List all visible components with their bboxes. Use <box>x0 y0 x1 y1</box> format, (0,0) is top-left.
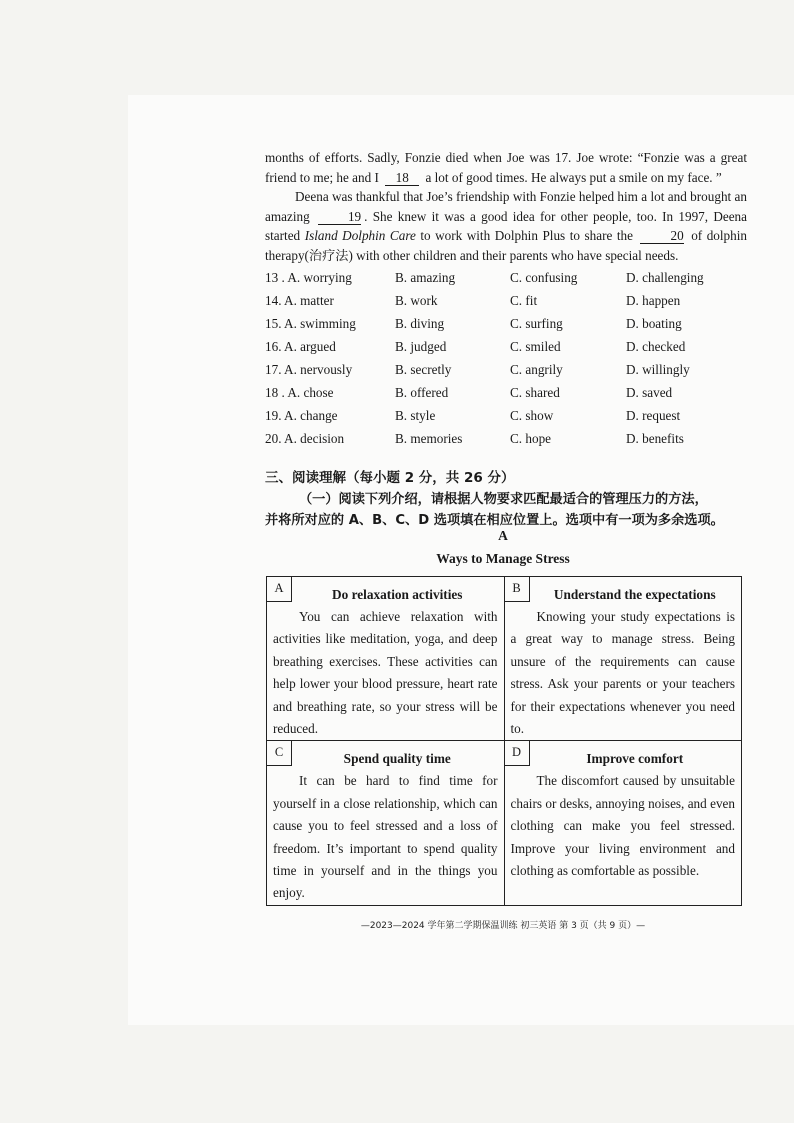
option-letter-box: A <box>267 577 292 602</box>
instruction-line-1: （一）阅读下列介绍，请根据人物要求匹配最适合的管理压力的方法， <box>299 492 708 507</box>
option-b: B. memories <box>395 431 463 447</box>
option-row <box>265 428 747 451</box>
option-b: B. amazing <box>395 270 456 286</box>
option-row <box>265 336 747 359</box>
cloze-blank-19: 19 <box>318 210 361 225</box>
option-d: D. boating <box>626 316 682 332</box>
method-title: Spend quality time <box>343 751 451 767</box>
cloze-text: to work with Dolphin Plus to share the <box>420 228 633 244</box>
option-d: D. benefits <box>626 431 684 447</box>
option-row <box>265 267 747 290</box>
cloze-passage <box>265 148 747 451</box>
option-letter-box: B <box>505 577 530 602</box>
table-row <box>267 741 742 905</box>
cloze-text: Deena was thankful that Joe’s friendship with Fonzie helped him a lot and brought an amazing <box>265 189 747 224</box>
cloze-text: . She knew it was a good idea for other people, too. In 1997, Deena started <box>265 208 748 244</box>
passage-letter: A <box>498 528 508 543</box>
organization-name: Island Dolphin Care <box>304 228 416 244</box>
method-body: The discomfort caused by unsuitable chairs or desks, annoying noises, and even clothing can make you feel stressed. Improve your living environment and clothing as comfortable as possible. <box>510 773 735 879</box>
option-d: D. happen <box>626 293 681 309</box>
option-b: B. offered <box>395 385 449 401</box>
method-cell-a <box>267 577 505 741</box>
option-c: C. surfing <box>510 316 563 332</box>
option-a: 20. A. decision <box>265 431 345 447</box>
cloze-text: of dolphin therapy(治疗法) with other children and their parents who have special needs. <box>265 228 748 263</box>
option-row <box>265 405 747 428</box>
option-a: 14. A. matter <box>265 293 334 309</box>
cloze-blank-20: 20 <box>640 229 683 244</box>
option-a: 16. A. argued <box>265 339 336 355</box>
option-b: B. diving <box>395 316 445 332</box>
option-c: C. show <box>510 408 554 424</box>
option-b: B. work <box>395 293 438 309</box>
option-a: 15. A. swimming <box>265 316 356 332</box>
option-row <box>265 382 747 405</box>
table-row <box>267 577 742 741</box>
option-c: C. angrily <box>510 362 563 378</box>
instructions <box>265 489 760 531</box>
option-letter-box: C <box>267 741 292 766</box>
option-b: B. judged <box>395 339 447 355</box>
option-d: D. willingly <box>626 362 690 378</box>
cloze-paragraph-2 <box>265 187 747 265</box>
option-row <box>265 359 747 382</box>
cloze-options <box>265 267 747 451</box>
section-title: 三、阅读理解（每小题 2 分，共 26 分） <box>265 470 515 486</box>
option-c: C. fit <box>510 293 538 309</box>
option-a: 19. A. change <box>265 408 338 424</box>
option-row <box>265 290 747 313</box>
method-body: It can be hard to find time for yourself in a close relationship, which can cause you to feel stressed and a loss of freedom. It’s important to spend quality time in yourself and in the things you enjoy. <box>273 773 498 901</box>
cloze-blank-18: 18 <box>385 171 419 186</box>
method-cell-b <box>504 577 742 741</box>
method-title: Understand the expectations <box>553 587 716 602</box>
option-d: D. checked <box>626 339 686 355</box>
option-c: C. hope <box>510 431 552 447</box>
option-c: C. shared <box>510 385 560 401</box>
method-body: Knowing your study expectations is a great way to manage stress. Being unsure of the requirements can cause stress. Ask your parents or your teachers for their expectations whenever you need to. <box>510 609 735 737</box>
option-letter-box: D <box>505 741 530 766</box>
passage-title: Ways to Manage Stress <box>436 551 570 566</box>
stress-methods-table <box>266 576 742 906</box>
method-body: You can achieve relaxation with activities like meditation, yoga, and deep breathing exercises. These activities can help lower your blood pressure, heart rate and breathing rate, so your stress will be reduced. <box>273 609 498 737</box>
option-a: 17. A. nervously <box>265 362 353 378</box>
option-d: D. request <box>626 408 681 424</box>
cloze-paragraph-1 <box>265 148 747 187</box>
cloze-text: months of efforts. Sadly, Fonzie died when Joe was 17. Joe wrote: “Fonzie was a great friend to me; he and I <box>265 150 747 185</box>
page-footer: —2023—2024 学年第二学期保温训练 初三英语 第 3 页（共 9 页）— <box>360 921 646 931</box>
option-b: B. style <box>395 408 436 424</box>
option-d: D. saved <box>626 385 673 401</box>
instruction-line-2: 并将所对应的 A、B、C、D 选项填在相应位置上。选项中有一项为多余选项。 <box>265 513 724 528</box>
option-c: C. confusing <box>510 270 578 286</box>
method-title: Do relaxation activities <box>332 587 463 602</box>
method-cell-c <box>267 741 505 905</box>
option-a: 13 . A. worrying <box>265 270 352 286</box>
option-row <box>265 313 747 336</box>
option-c: C. smiled <box>510 339 561 355</box>
method-title: Improve comfort <box>586 751 684 767</box>
cloze-text: a lot of good times. He always put a smile on my face. ” <box>425 169 722 185</box>
option-a: 18 . A. chose <box>265 385 334 401</box>
method-cell-d <box>504 741 742 905</box>
option-b: B. secretly <box>395 362 452 378</box>
option-d: D. challenging <box>626 270 704 286</box>
